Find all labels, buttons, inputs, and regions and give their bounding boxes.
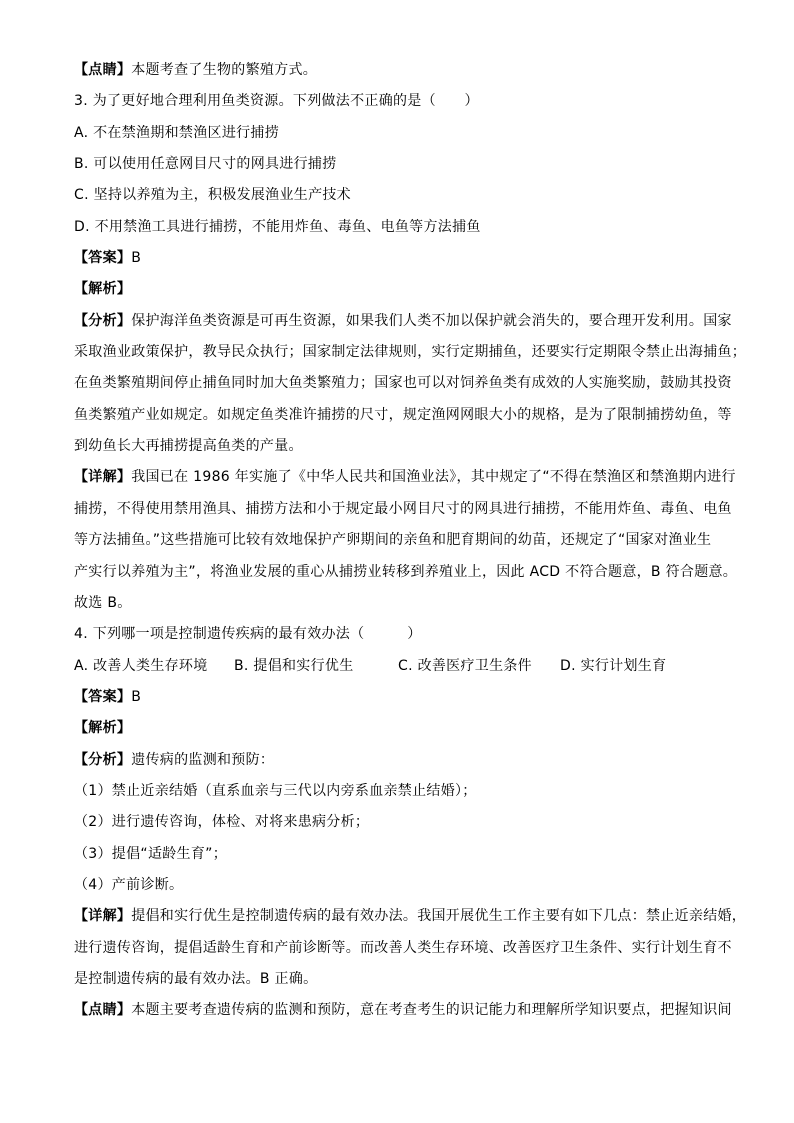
answer-value: B bbox=[131, 250, 142, 267]
list-item bbox=[74, 844, 724, 864]
question-4-option-c: C. 改善医疗卫生条件 bbox=[398, 657, 532, 674]
answer-line bbox=[74, 687, 724, 707]
question-4-options bbox=[74, 656, 724, 676]
text-content: 本题主要考查遗传病的监测和预防，意在考查考生的识记能力和理解所学知识要点，把握知识间 bbox=[131, 1002, 732, 1019]
text-content: 捕捞，不得使用禁用渔具、捕捞方法和小于规定最小网目尺寸的网具进行捕捞，不能用炸鱼、毒鱼、电鱼 bbox=[74, 500, 732, 517]
section-tag: 【解析】 bbox=[74, 281, 132, 298]
detail-line bbox=[74, 969, 724, 989]
text-content: 等方法捕鱼。”这些措施可比较有效地保护产卵期间的亲鱼和肥育期间的幼苗，还规定了“国家对渔业生 bbox=[74, 532, 712, 549]
detail-line bbox=[74, 530, 724, 550]
conclusion-line bbox=[74, 593, 724, 613]
text-content: C. 坚持以养殖为主，积极发展渔业生产技术 bbox=[74, 187, 351, 204]
detail-line bbox=[74, 467, 736, 487]
text-content: 在鱼类繁殖期间停止捕鱼同时加大鱼类繁殖力；国家也可以对饲养鱼类有成效的人实施奖励，鼓励其投资 bbox=[74, 375, 732, 392]
text-content: （4）产前诊断。 bbox=[74, 876, 184, 893]
question-3-option-a bbox=[74, 123, 724, 143]
question-4-option-a: A. 改善人类生存环境 bbox=[74, 657, 208, 674]
list-item bbox=[74, 812, 724, 832]
text-content: （3）提倡“适龄生育”； bbox=[74, 845, 228, 862]
analysis-line bbox=[74, 373, 732, 393]
text-content: B. 可以使用任意网目尺寸的网具进行捕捞 bbox=[74, 156, 337, 173]
section-tag: 【点睛】 bbox=[74, 62, 132, 78]
question-4-stem bbox=[74, 624, 724, 644]
section-tag: 【详解】 bbox=[74, 908, 132, 925]
analysis-line bbox=[74, 405, 732, 425]
detail-line bbox=[74, 938, 732, 958]
text-content: 是控制遗传病的最有效办法。B 正确。 bbox=[74, 970, 318, 987]
text-content: （2）进行遗传咨询，体检、对将来患病分析； bbox=[74, 814, 370, 831]
section-tag: 【点睛】 bbox=[74, 1002, 132, 1019]
text-content: 提倡和实行优生是控制遗传病的最有效办法。我国开展优生工作主要有如下几点：禁止近亲结婚， bbox=[131, 908, 747, 925]
text-content: 产实行以养殖为主”，将渔业发展的重心从捕捞业转移到养殖业上，因此 ACD 不符合题意，B 符合题意。 bbox=[74, 563, 738, 580]
question-4-option-b: B. 提倡和实行优生 bbox=[234, 657, 354, 674]
section-tag: 【分析】 bbox=[74, 312, 132, 329]
list-item bbox=[74, 875, 724, 895]
detail-line bbox=[74, 562, 738, 582]
section-tag: 【答案】 bbox=[74, 250, 132, 267]
text-content: 采取渔业政策保护，教导民众执行；国家制定法律规则，实行定期捕鱼，还要实行定期限令禁止出海捕鱼； bbox=[74, 344, 747, 361]
analysis-heading bbox=[74, 718, 724, 738]
question-3-option-c bbox=[74, 185, 724, 205]
detail-line bbox=[74, 499, 732, 519]
section-tag: 【解析】 bbox=[74, 720, 132, 737]
text-content: 我国已在 1986 年实施了《中华人民共和国渔业法》，其中规定了“不得在禁渔区和禁渔期内进行 bbox=[131, 469, 736, 486]
list-item bbox=[74, 781, 724, 801]
analysis-line bbox=[74, 750, 724, 770]
text-content: 到幼鱼长大再捕捞提高鱼类的产量。 bbox=[74, 438, 303, 455]
text-content: 故选 B。 bbox=[74, 594, 132, 611]
section-tag: 【答案】 bbox=[74, 688, 132, 705]
text-content: A. 不在禁渔期和禁渔区进行捕捞 bbox=[74, 124, 280, 141]
detail-line bbox=[74, 906, 747, 926]
text-content: 3. 为了更好地合理利用鱼类资源。下列做法不正确的是（ ） bbox=[74, 93, 479, 110]
section-tag: 【详解】 bbox=[74, 469, 132, 486]
text-content: 鱼类繁殖产业如规定。如规定鱼类准许捕捞的尺寸，规定渔网网眼大小的规格，是为了限制捕捞幼鱼，等 bbox=[74, 406, 732, 423]
answer-line bbox=[74, 248, 724, 268]
answer-value: B bbox=[131, 688, 142, 705]
analysis-line bbox=[74, 342, 747, 362]
analysis-line bbox=[74, 436, 724, 456]
note-line bbox=[74, 60, 724, 80]
text-content: 保护海洋鱼类资源是可再生资源，如果我们人类不加以保护就会消失的，要合理开发利用。国家 bbox=[131, 312, 732, 329]
section-tag: 【分析】 bbox=[74, 751, 132, 768]
text-content: （1）禁止近亲结婚（直系血亲与三代以内旁系血亲禁止结婚）； bbox=[74, 782, 477, 799]
text-content: 4. 下列哪一项是控制遗传疾病的最有效办法（ ） bbox=[74, 626, 422, 643]
text-content: 本题考查了生物的繁殖方式。 bbox=[131, 62, 318, 78]
question-3-stem bbox=[74, 91, 724, 111]
question-3-option-b bbox=[74, 154, 724, 174]
question-4-option-d: D. 实行计划生育 bbox=[560, 657, 667, 674]
text-content: 遗传病的监测和预防： bbox=[131, 751, 275, 768]
note-line bbox=[74, 1000, 732, 1020]
analysis-line bbox=[74, 311, 732, 331]
text-content: D. 不用禁渔工具进行捕捞，不能用炸鱼、毒鱼、电鱼等方法捕鱼 bbox=[74, 218, 481, 235]
document-page bbox=[74, 60, 747, 1032]
text-content: 进行遗传咨询，提倡适龄生育和产前诊断等。而改善人类生存环境、改善医疗卫生条件、实行计划生育不 bbox=[74, 939, 732, 956]
question-3-option-d bbox=[74, 217, 724, 237]
analysis-heading bbox=[74, 279, 724, 299]
